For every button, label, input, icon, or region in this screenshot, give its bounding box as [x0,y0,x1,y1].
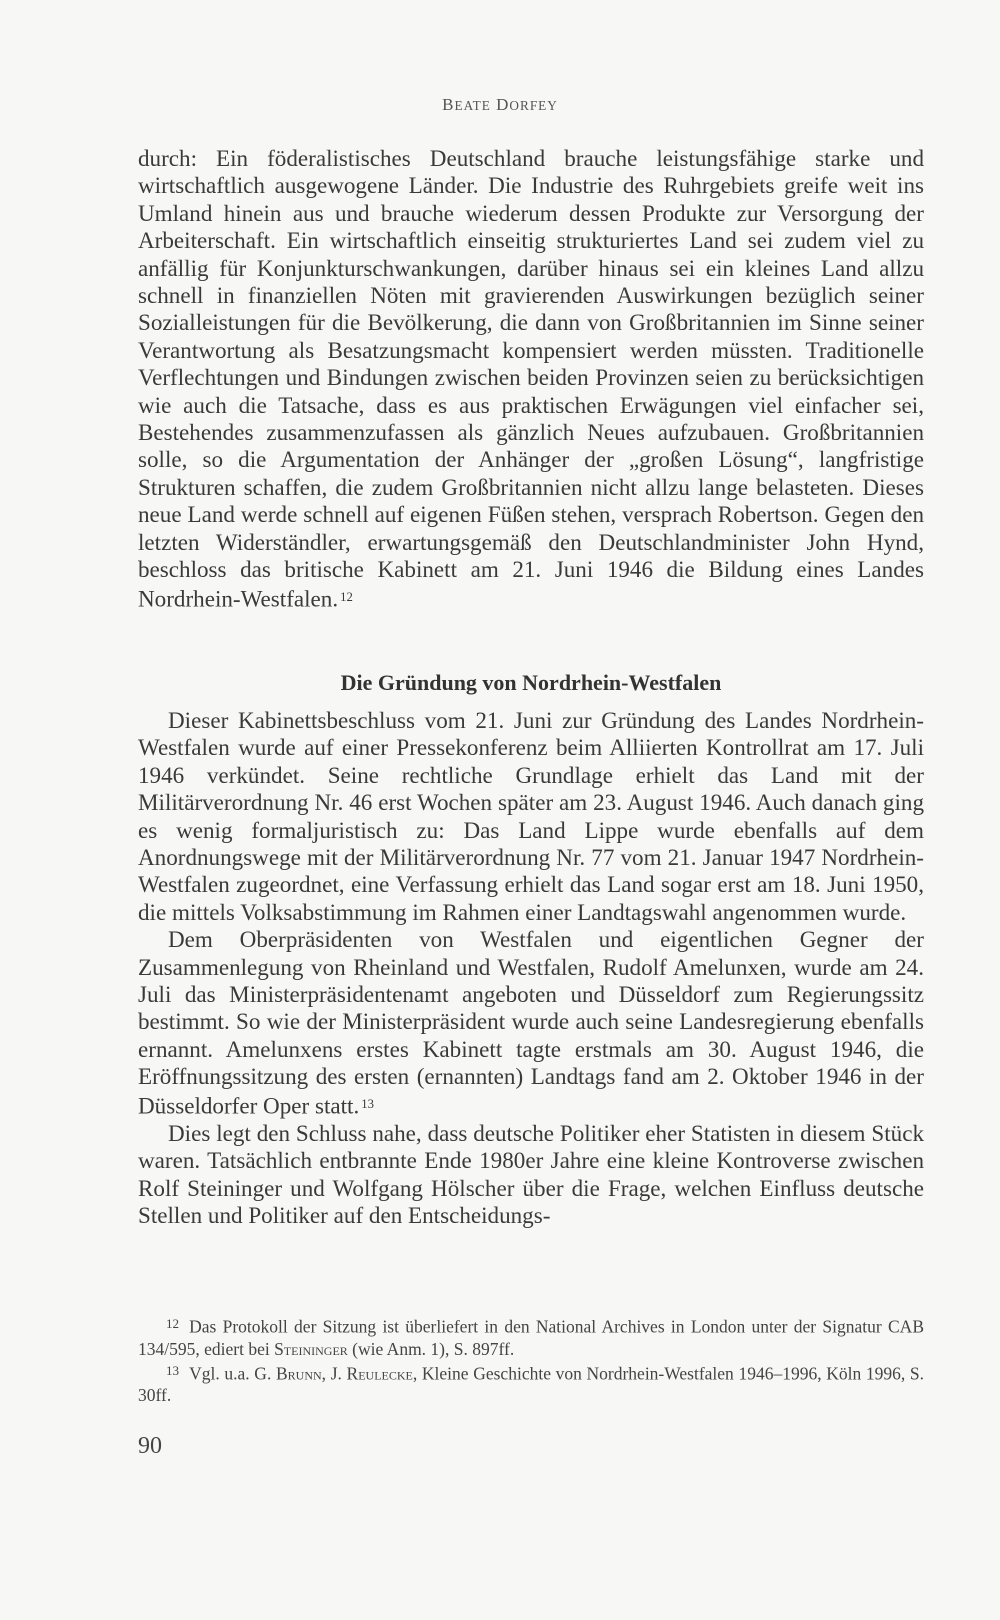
author-name-smallcaps: Brunn [275,1363,322,1384]
footnote-text: Das Protokoll der Sitzung ist überliefert in den National Archives in London unter der Signatur CAB 134/595, ediert bei [138,1316,924,1359]
section-body [138,707,924,1229]
footnote-ref-12[interactable]: 12 [340,589,353,604]
footnote-ref-13[interactable]: 13 [361,1096,374,1111]
paragraph [138,145,924,613]
footnote-mark: 13 [166,1362,180,1378]
paragraph: Dieser Kabinettsbeschluss vom 21. Juni zur Gründung des Landes Nordrhein-Westfalen wurde auf einer Pressekonferenz beim Alliierten Kontrollrat am 17. Juli 1946 verkündet. Seine rechtliche Grundlage erhielt das Land mit der Militärverordnung Nr. 46 erst Wochen später am 23. August 1946. Auch danach ging es wenig formaljuristisch zu: Das Land Lippe wurde ebenfalls auf dem Anordnungswege mit der Militärverordnung Nr. 77 vom 21. Januar 1947 Nordrhein-Westfalen zugeordnet, eine Verfassung erhielt das Land sogar erst am 18. Juni 1950, die mittels Volksabstimmung im Rahmen einer Landtagswahl angenommen wurde. [138,707,924,925]
author-first-rest: EATE [454,98,491,113]
footnote-text: Vgl. u.a. G. [189,1363,276,1384]
page-number: 90 [138,1433,162,1459]
paragraph-text: Dem Oberpräsidenten von Westfalen und eigentlichen Gegner der Zusammenlegung von Rheinland und Westfalen, Rudolf Amelunxen, wurde am 24. Juli das Ministerpräsidentenamt angeboten und Düsseldorf zum Regierungssitz bestimmt. So wie der Ministerpräsident wurde auch seine Landesregierung ebenfalls ernannt. Amelunxens erstes Kabinett tagte erstmals am 30. August 1946, die Eröffnungssitzung des ersten (ernannten) Landtags fand am 2. Oktober 1946 in der Düsseldorfer Oper statt. [138,926,924,1119]
paragraph [138,926,924,1120]
author-last-rest: ORFEY [509,98,558,113]
footnote-12 [138,1313,924,1360]
section-heading: Die Gründung von Nordrhein-Westfalen [340,670,722,695]
author-name-smallcaps: Reulecke [346,1363,413,1384]
paragraph-text: durch: Ein föderalistisches Deutschland brauche leistungsfähige starke und wirtschaftlich ausgewogene Länder. Die Industrie des Ruhrgebiets greife weit ins Umland hinein aus und brauche wiederum dessen Produkte zur Versorgung der Arbeiterschaft. Ein wirtschaftlich einseitig strukturiertes Land sei zudem viel zu anfällig für Konjunkturschwankungen, darüber hinaus sei ein kleines Land allzu schnell in finanziellen Nöten mit gravierenden Auswirkungen bezüglich seiner Sozialleistungen für die Bevölkerung, die dann von Großbritannien im Sinne seiner Verantwortung als Besatzungsmacht kompensiert werden müssten. Traditionelle Verflechtungen und Bindungen zwischen beiden Provinzen seien zu berücksichtigen wie auch die Tatsache, dass es aus praktischen Erwägungen viel einfacher sei, Bestehendes zusammenzufassen als gänzlich Neues aufzubauen. Großbritannien solle, so die Argumentation der Anhänger der „großen Lösung“, langfristige Strukturen schaffen, die zudem Großbritannien nicht allzu lange belasteten. Dieses neue Land werde schnell auf eigenen Füßen stehen, versprach Robertson. Gegen den letzten Widerständler, erwartungsgemäß den Deutschlandminister John Hynd, beschloss das britische Kabinett am 21. Juni 1946 die Bildung eines Landes Nordrhein-Westfalen. [138,145,924,612]
footnote-text: (wie Anm. 1), S. 897ff. [347,1338,515,1359]
footnote-13 [138,1360,924,1407]
author-name-smallcaps: Steininger [274,1338,348,1359]
author-last-initial: D [496,95,510,114]
author-first-initial: B [442,95,455,114]
footnote-text: , J. [321,1363,347,1384]
running-head [0,95,1000,115]
paragraph: Dies legt den Schluss nahe, dass deutsche Politiker eher Statisten in diesem Stück waren. Tatsächlich entbrannte Ende 1980er Jahre eine kleine Kontroverse zwischen Rolf Steininger und Wolfgang Hölscher über die Frage, welchen Einfluss deutsche Stellen und Politiker auf den Entscheidungs- [138,1119,924,1229]
footnote-mark: 12 [166,1316,180,1331]
body-text-top [138,145,924,613]
footnotes [138,1313,924,1406]
footnote-text: , Kleine Geschichte von Nordrhein-Westfalen 1946–1996, Köln 1996, S. 30ff. [138,1363,925,1406]
